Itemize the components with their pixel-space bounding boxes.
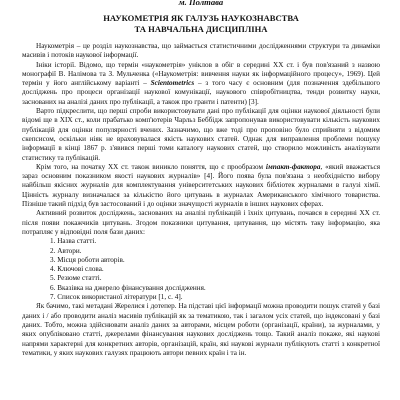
list-item: 5. Резюме статті. [50, 274, 102, 283]
paragraph-babbage: Варто підкреслити, що перші спроби використовувати дані про публікації для оцінки наукової діяльності були відомі ще в XIX ст., коли прабатько комп'ютерів Чарльз Беббідж запропонував використовувати кількість наукових публікацій для оцінки популярності вчених. Зазначимо, що вже тоді про проповіно було сприйняти з відомим скепсисом, оскільки ніяк не враховувалася якість наукових статей. Однак для виправлення проблеми пошуку інформації в кінці 1867 р. з'явився перші томи каталогу наукових статей, що створило можливість аналізувати статистику та публікацій. [22, 107, 380, 162]
impact-factor-term: імпакт-фактора [265, 162, 321, 171]
paragraph-history [22, 61, 380, 107]
paragraph-definition: Наукометрія – це розділ наукознавства, що займається статистичними дослідженнями структури та динаміки масивів і потоків наукової інформації. [22, 42, 380, 60]
paragraph-history-end: – з того часу є основним (для позначення здебільшого досліджень про процеси організації наукової комунікації, наукового співробітництва, тенди розвитку науки, заснованих на аналізі даних про публікації, а також про гранти і патенти) [3]. [22, 79, 380, 106]
paragraph-history-start: Ініки історії. Відомо, що термін «наукометрія» уніклов в обіг в середині XX ст. і був пов'язаний з назвою монографії В. Налімова та З. Мульченка («Наукометрія: вивчення науки як інформаційного процесу», 1969). Цей термін у його англійському варіанті – [22, 60, 380, 88]
list-item: 2. Автори. [50, 246, 82, 255]
document-page [22, 0, 380, 400]
paragraph-impact-end: , «який вважається зараз основним показником якості наукових журналів» [4]. Його поява була пов'язана з необхідністю вибору найбільш якісних журналів для комплектування університетських наукових бібліотек журналами в галузі хімії. Цінність журналу визначалася за кількістю його цитувань в журналах Американського хімічного товариства. Пізніше такий підхід був застосований і до оцінки значущості журналів в інших наукових сферах. [22, 162, 380, 209]
article-title [22, 13, 380, 34]
list-item: 3. Місця роботи авторів. [50, 255, 125, 264]
scientometrics-term: Scientometrics [150, 79, 195, 88]
title-line-2: ТА НАВЧАЛЬНА ДИСЦИПЛІНА [134, 23, 268, 34]
paragraph-impact-factor [22, 163, 380, 209]
city-heading: м. Полтава [178, 0, 224, 7]
list-item: 4. Ключові слова. [50, 265, 104, 274]
article-body [22, 42, 380, 358]
paragraph-citation-indexes: Активний розвиток досліджень, заснованих на аналізі публікацій і їхніх цитувань, почався в середині XX ст. після появи покажчиків цитувань. Згодом показники цитування, цитування, що містять таку інформацію, яка потрапляє у відповідні поля бази даних: [22, 209, 380, 236]
paragraph-impact-start: Крім того, на початку XX ст. також виникло поняття, що є прообразом [36, 162, 266, 171]
title-line-1: НАУКОМЕТРІЯ ЯК ГАЛУЗЬ НАУКОЗНАВСТВА [103, 13, 299, 23]
list-item: 7. Список використаної літератури [1, с. 4]. [50, 293, 183, 302]
metadata-fields-list [22, 237, 380, 302]
paragraph-analysis: Як бачимо, такі метадані Жерелися і дотепер. На підставі цієї інформації можна проводити пошук статей у базі даних і / або проводити аналіз масивів публікацій як за тематикою, так і загалом усіх статей, що індексовані у базі даних. Тобто, можна здійснювати аналіз даних за авторами, місцем роботи (організації, країни), за журналами, у яких опубліковано статті, джерелами фінансування наукових досліджень тощо. Такий аналіз покаже, які наукові напрями характерні для конкретних авторів, організацій, країн, які наукові журнали публікують статті з конкретної тематики, у яких наукових галузях працюють автори певних країн і та ін. [22, 302, 380, 357]
list-item: 6. Вказівка на джерело фінансування дослідження. [50, 283, 206, 292]
list-item: 1. Назва статті. [50, 237, 97, 246]
